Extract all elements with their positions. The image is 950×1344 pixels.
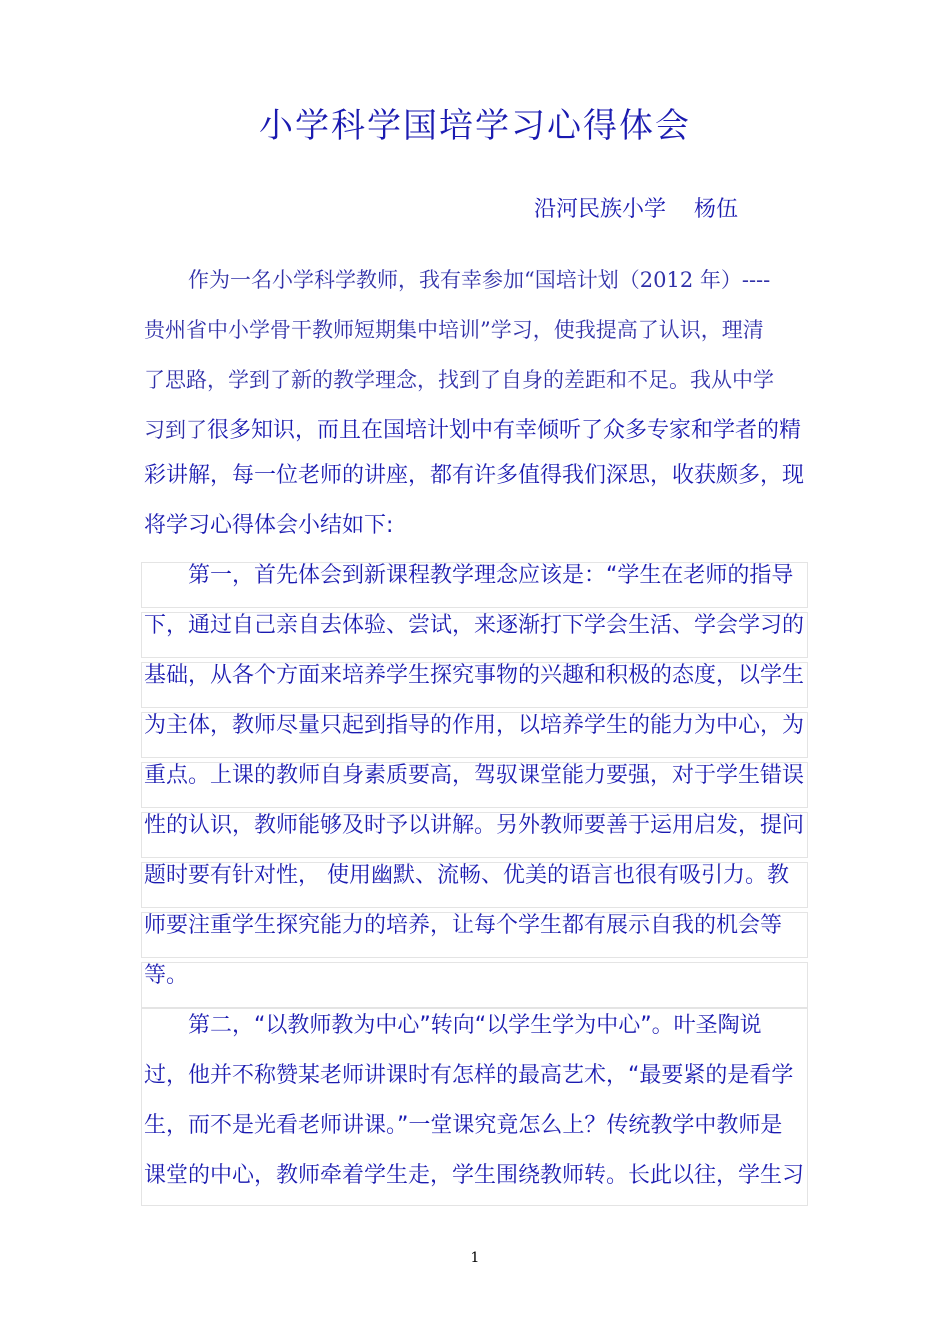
section-one-line-1: 第一，首先体会到新课程教学理念应该是：“学生在老师的指导 bbox=[188, 563, 794, 588]
intro-line-4-sans-part: 很多知识，而且在国培计划中有幸倾听了众多专家和学者的精 bbox=[207, 418, 802, 443]
intro-line-3: 了思路，学到了新的教学理念，找到了自身的差距和不足。我从中学 bbox=[144, 368, 774, 392]
section-one-line-4: 为主体，教师尽量只起到指导的作用，以培养学生的能力为中心，为 bbox=[144, 713, 805, 738]
intro-line-2: 贵州省中小学骨干教师短期集中培训”学习，使我提高了认识，理清 bbox=[144, 318, 764, 342]
section-one-box-9 bbox=[141, 962, 808, 1008]
section-two-line-4: 课堂的中心，教师牵着学生走，学生围绕教师转。长此以往，学生习 bbox=[144, 1163, 805, 1188]
section-one-line-8: 师要注重学生探究能力的培养，让每个学生都有展示自我的机会等 bbox=[144, 913, 783, 938]
section-two-line-1: 第二，“以教师教为中心”转向“以学生学为中心”。叶圣陶说 bbox=[188, 1013, 762, 1038]
intro-line-6: 将学习心得体会小结如下: bbox=[144, 513, 394, 538]
section-two-line-2: 过，他并不称赞某老师讲课时有怎样的最高艺术，“最要紧的是看学 bbox=[144, 1063, 794, 1088]
section-one-line-6: 性的认识，教师能够及时予以讲解。另外教师要善于运用启发，提问 bbox=[144, 813, 805, 838]
document-title: 小学科学国培学习心得体会 bbox=[259, 106, 691, 146]
section-one-line-5: 重点。上课的教师自身素质要高，驾驭课堂能力要强，对于学生错误 bbox=[144, 763, 805, 788]
section-one-line-2: 下，通过自己亲自去体验、尝试，来逐渐打下学会生活、学会学习的 bbox=[144, 613, 805, 638]
author-line: 沿河民族小学 杨伍 bbox=[534, 197, 738, 222]
intro-line-1: 作为一名小学科学教师，我有幸参加“国培计划（2012 年）---- bbox=[188, 268, 771, 292]
intro-line-5: 彩讲解，每一位老师的讲座，都有许多值得我们深思，收获颇多，现 bbox=[144, 463, 805, 488]
intro-line-4-serif-part: 习到了 bbox=[144, 418, 207, 442]
intro-line-4 bbox=[144, 412, 801, 448]
page-number: 1 bbox=[470, 1250, 480, 1266]
section-one-line-9: 等。 bbox=[144, 963, 189, 988]
section-one-line-3: 基础，从各个方面来培养学生探究事物的兴趣和积极的态度，以学生 bbox=[144, 663, 805, 688]
section-two-line-3: 生，而不是光看老师讲课。”一堂课究竟怎么上？传统教学中教师是 bbox=[144, 1113, 783, 1138]
section-one-line-7: 题时要有针对性， 使用幽默、流畅、优美的语言也很有吸引力。教 bbox=[144, 863, 789, 888]
